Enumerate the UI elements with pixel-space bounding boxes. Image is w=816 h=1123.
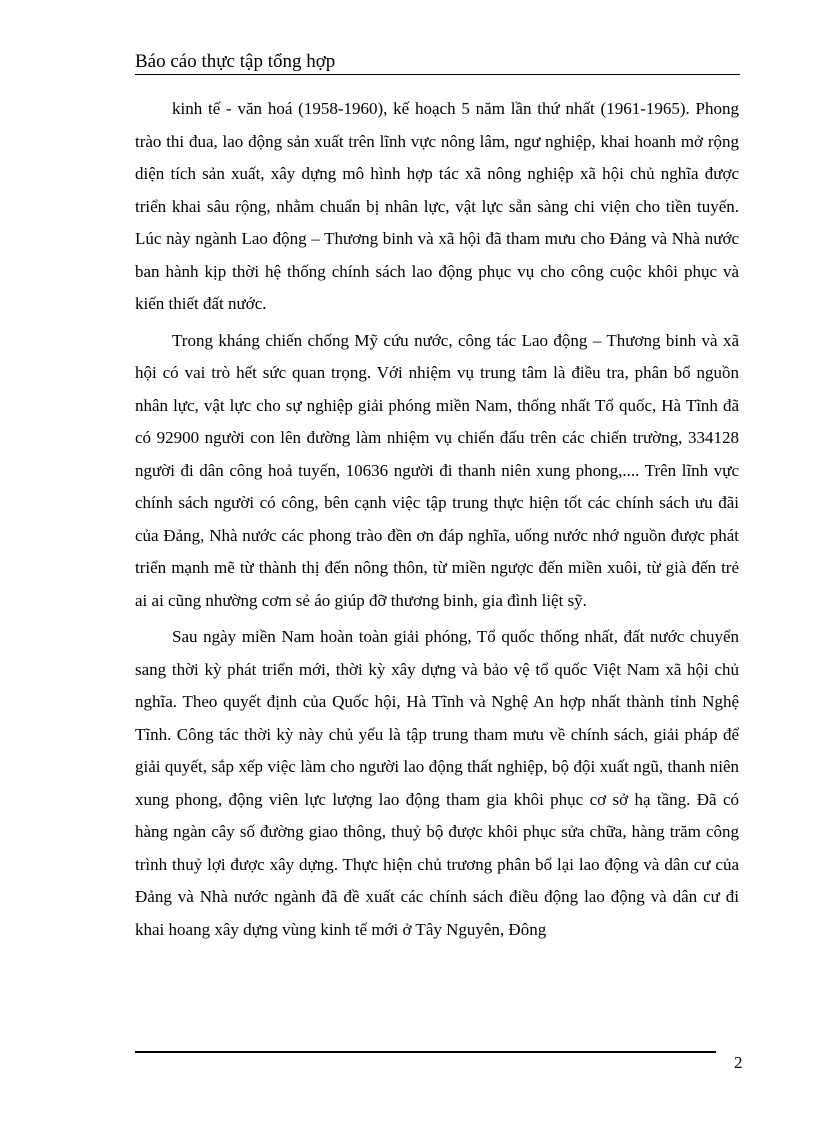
paragraph-3: Sau ngày miền Nam hoàn toàn giải phóng, Tổ quốc thống nhất, đất nước chuyển sang thời kỳ phát triển mới, thời kỳ xây dựng và bảo vệ tổ quốc Việt Nam xã hội chủ nghĩa. Theo quyết định của Quốc hội, Hà Tĩnh và Nghệ An hợp nhất thành tỉnh Nghệ Tĩnh. Công tác thời kỳ này chủ yếu là tập trung tham mưu về chính sách, giải pháp để giải quyết, sắp xếp việc làm cho người lao động thất nghiệp, bộ đội xuất ngũ, thanh niên xung phong, động viên lực lượng lao động tham gia khôi phục cơ sở hạ tầng. Đã có hàng ngàn cây số đường giao thông, thuỷ bộ được khôi phục sửa chữa, hàng trăm công trình thuỷ lợi được xây dựng. Thực hiện chủ trương phân bổ lại lao động và dân cư của Đảng và Nhà nước ngành đã đề xuất các chính sách điều động lao động và dân cư đi khai hoang xây dựng vùng kinh tế mới ở Tây Nguyên, Đông	[135, 627, 739, 939]
header-title: Báo cáo thực tập tổng hợp	[135, 51, 336, 72]
footer-divider	[135, 1051, 716, 1053]
body-text	[135, 93, 739, 950]
page-header	[135, 48, 740, 75]
page-number: 2	[734, 1053, 743, 1072]
paragraph-2: Trong kháng chiến chống Mỹ cứu nước, công tác Lao động – Thương binh và xã hội có vai trò hết sức quan trọng. Với nhiệm vụ trung tâm là điều tra, phân bổ nguồn nhân lực, vật lực cho sự nghiệp giải phóng miền Nam, thống nhất Tổ quốc, Hà Tĩnh đã có 92900 người con lên đường làm nhiệm vụ chiến đấu trên các chiến trường, 334128 người đi dân công hoả tuyến, 10636 người đi thanh niên xung phong,.... Trên lĩnh vực chính sách người có công, bên cạnh việc tập trung thực hiện tốt các chính sách ưu đãi của Đảng, Nhà nước các phong trào đền ơn đáp nghĩa, uống nước nhớ nguồn được phát triển mạnh mẽ từ thành thị đến nông thôn, từ miền ngược đến miền xuôi, từ già đến trẻ ai ai cũng nhường cơm sẻ áo giúp đỡ thương binh, gia đình liệt sỹ.	[135, 330, 739, 610]
paragraph-1: kinh tế - văn hoá (1958-1960), kế hoạch 5 năm lần thứ nhất (1961-1965). Phong trào thi đua, lao động sản xuất trên lĩnh vực nông lâm, ngư nghiệp, khai hoanh mở rộng diện tích sản xuất, xây dựng mô hình hợp tác xã nông nghiệp xã hội chủ nghĩa được triển khai sâu rộng, nhằm chuẩn bị nhân lực, vật lực sẵn sàng chi viện cho tiền tuyến. Lúc này ngành Lao động – Thương binh và xã hội đã tham mưu cho Đảng và Nhà nước ban hành kịp thời hệ thống chính sách lao động phục vụ cho công cuộc khôi phục và kiến thiết đất nước.	[135, 99, 739, 313]
